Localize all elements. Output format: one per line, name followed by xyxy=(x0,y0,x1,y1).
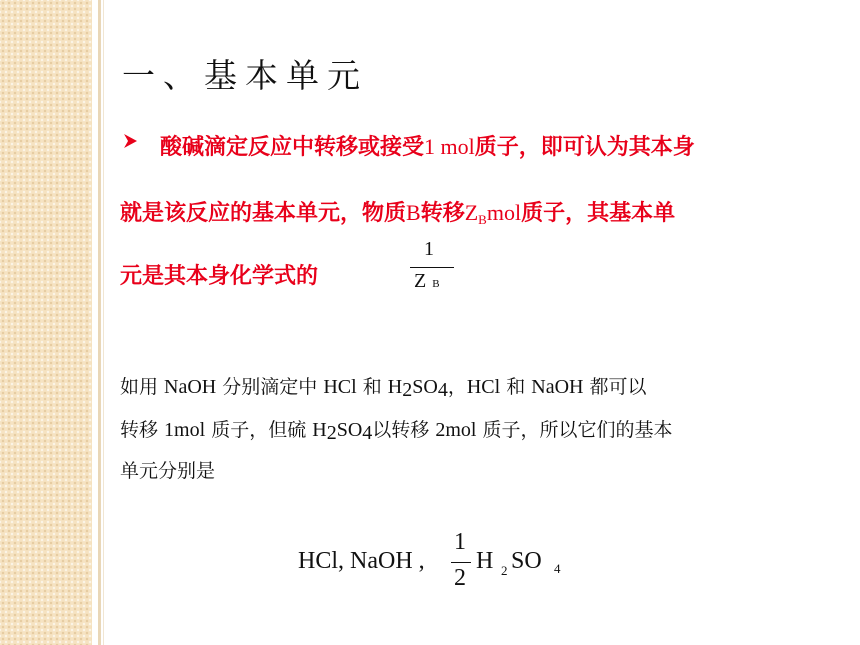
formula-h: H xyxy=(476,548,494,574)
side-divider-line xyxy=(98,0,101,645)
example-line-2: 转移 1mol 质子，但硫 $H_2SO_4$以转移 2mol 质子，所以它们的基本 xyxy=(120,419,673,444)
example-line-1: 如用 NaOH 分别滴定中 HCl 和 $H_2SO_4$，HCl 和 NaOH 都可以 xyxy=(120,376,647,401)
definition-line-1: 酸碱滴定反应中转移或接受1 mol质子，即可认为其本身 xyxy=(160,134,695,160)
side-divider-line-thin xyxy=(103,0,104,645)
formula-fraction-denominator: 2 xyxy=(454,565,466,591)
fraction-bar xyxy=(410,267,454,268)
decorative-side-band xyxy=(0,0,92,645)
formula-text: HCl, NaOH , xyxy=(298,548,425,574)
fraction-denominator: Z B xyxy=(414,270,440,292)
formula-fraction-numerator: 1 xyxy=(454,529,466,555)
formula-subscript-2: 2 xyxy=(501,563,508,578)
formula-so: SO xyxy=(511,548,542,574)
arrow-bullet-icon xyxy=(122,133,138,154)
formula-subscript-4: 4 xyxy=(554,561,561,576)
fraction-numerator: 1 xyxy=(424,238,434,260)
page-title: 一、基本单元 xyxy=(122,56,368,95)
definition-line-3: 元是其本身化学式的 xyxy=(120,263,319,289)
definition-line-2: 就是该反应的基本单元，物质B转移ZBmol质子，其基本单 xyxy=(120,200,676,227)
formula-fraction-bar xyxy=(451,562,471,563)
example-line-3: 单元分别是 xyxy=(120,460,216,482)
basic-units-formula xyxy=(298,529,598,605)
